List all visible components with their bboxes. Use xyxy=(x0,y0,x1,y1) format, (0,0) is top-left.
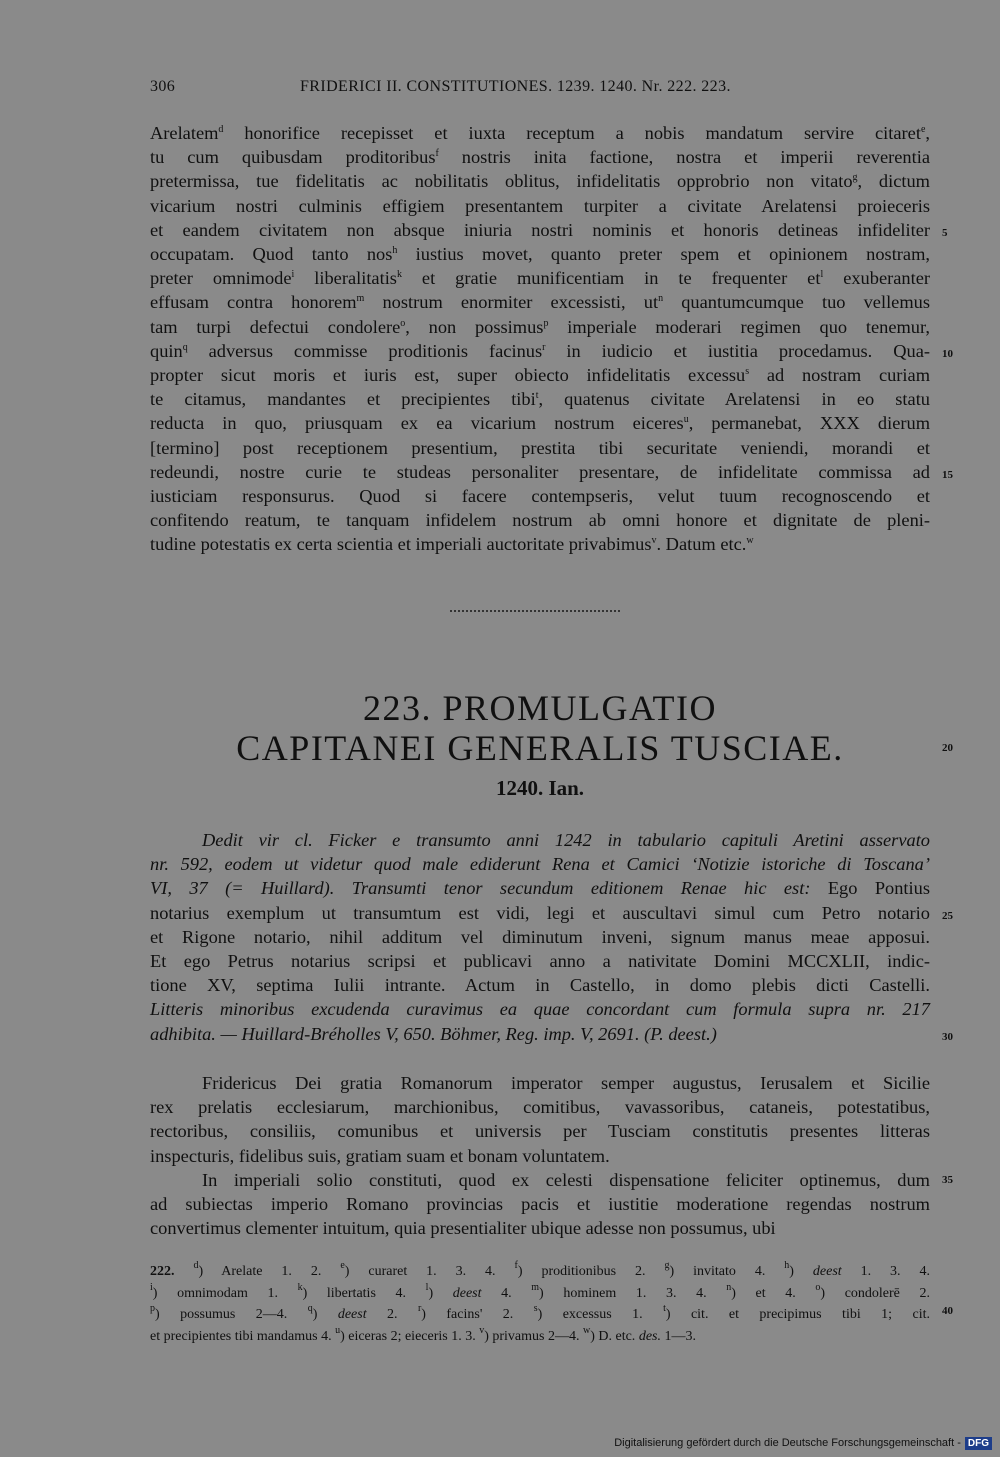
footer-credit: Digitalisierung gefördert durch die Deutsche Forschungsgemeinschaft - xyxy=(614,1437,961,1449)
text-line: convertimus clementer intuitum, quia presentialiter ubique adesse non possumus, ubi xyxy=(150,1218,776,1239)
line-number: 30 xyxy=(942,1031,953,1043)
intro-line: et Rigone notario, nihil additum vel diminutum inveni, signum manus meae apposui. xyxy=(150,926,930,947)
footnote-line: et precipientes tibi mandamus 4. $^u$) eiceras 2; eieceris 1. 3. $^v$) privamus 2—4. $^w$) D. etc. des. 1—3. xyxy=(150,1324,696,1344)
text-line: ad subiectas imperio Romano provincias pacis et iustitie moderatione regendas nostrum xyxy=(150,1194,930,1214)
line-number: 35 xyxy=(942,1174,953,1186)
text-line: In imperiali solio constituti, quod ex celesti dispensatione feliciter optinemus, dum xyxy=(202,1169,930,1190)
text-line: redeundi, nostre curie te studeas personaliter presentare, de infidelitate commissa ad xyxy=(150,461,930,482)
line-number: 5 xyxy=(942,227,948,239)
text-line: vicarium nostri culminis effigiem presentantem turpiter a civitate Arelatensi proieceris xyxy=(150,195,930,216)
intro-line: VI, 37 (= Huillard). Transumti tenor secundum editionem Renae hic est: Ego Pontius xyxy=(150,878,931,899)
intro-line: notarius exemplum ut transumtum est vidi, legi et auscultavi simul cum Petro notario xyxy=(150,902,930,923)
page-number: 306 xyxy=(150,78,176,95)
page-header xyxy=(150,78,790,102)
intro-line: Litteris minoribus excudenda curavimus ea quae concordant cum formula supra nr. 217 xyxy=(150,999,930,1020)
text-line: effusam contra honorem$^m$ nostrum enormiter excessisti, $ut^n$ quantumcumque tuo vellemus xyxy=(150,292,931,313)
footnote-line: $^i$) omnimodam 1. $^k$) libertatis 4. $^l$) deest 4. $^m$) hominem 1. 3. 4. $^n$) et 4. $^o$) condolerē 2. xyxy=(150,1281,931,1301)
text-line: iusticiam responsurus. Quod si facere contempseris, velut tuum recognoscendo et xyxy=(150,486,930,506)
intro-line: adhibita. — Huillard-Bréholles V, 650. Böhmer, Reg. imp. V, 2691. (P. deest.) xyxy=(150,1023,717,1044)
text-line: te citamus, mandantes et precipientes tibi$^t$, quatenus civitate Arelatensi in eo statu xyxy=(150,389,930,410)
footnote-line: 222. $^d$) Arelate 1. 2. $^e$) curaret 1. 3. 4. $^f$) proditionibus 2. $^g$) invitato 4. $^h$) deest 1. 3. 4. xyxy=(150,1260,930,1279)
intro-line: Et ego Petrus notarius scripsi et publicavi anno a nativitate Domini MCCXLII, indic- xyxy=(150,951,930,971)
running-title: FRIDERICI II. CONSTITUTIONES. 1239. 1240. Nr. 222. 223. xyxy=(300,78,731,95)
intro-line: Dedit vir cl. Ficker e transumto anni 1242 in tabulario capituli Aretini asservato xyxy=(202,830,930,850)
text-line: confitendo reatum, te tanquam infidelem nostrum ab omni honore et dignitate de pleni- xyxy=(150,510,930,531)
text-line: preter omnimode$^i$ liberalitatis$^k$ et gratie munificentiam in te frequenter $et^l$ exuberanter xyxy=(150,268,930,289)
text-line: propter sicut moris et iuris est, super obiecto infidelitatis excessu$^s$ ad nostram curiam xyxy=(150,365,930,385)
text-line: rex prelatis ecclesiarum, marchionibus, comitibus, vavassoribus, cataneis, potestatibus, xyxy=(150,1097,930,1118)
line-number: 10 xyxy=(942,348,953,360)
text-line: quin$^q$ adversus commisse proditionis facinus$^r$ in iudicio et iustitia procedamus. Qua- xyxy=(150,340,930,361)
separator-rule xyxy=(450,610,620,612)
document-title-line-2: CAPITANEI GENERALIS TUSCIAE. xyxy=(236,728,844,768)
document-date: 1240. Ian. xyxy=(495,776,585,800)
dfg-logo: DFG xyxy=(965,1437,992,1450)
text-line: tam turpi defectui condolere$^o$, non possimus$^p$ imperiale moderari regimen quo tenemur, xyxy=(150,316,930,337)
text-line: rectoribus, consiliis, comunibus et universis per Tusciam constitutis presentes litteras xyxy=(150,1121,930,1142)
intro-line: nr. 592, eodem ut videtur quod male ediderunt Rena et Camici ‘Notizie istoriche di Toscana’ xyxy=(150,854,930,875)
text-line: Fridericus Dei gratia Romanorum imperator semper augustus, Ierusalem et Sicilie xyxy=(202,1073,930,1093)
text-line: tudine potestatis ex certa scientia et imperiali auctoritate privabimus$^v$. Datum etc.$^w$ xyxy=(150,534,754,555)
footer xyxy=(614,1435,992,1451)
text-line: et eandem civitatem non absque iniuria nostri nominis et honoris detineas infideliter xyxy=(150,219,930,240)
intro-line: tione XV, septima Iulii intrante. Actum in Castello, in domo plebis dicti Castelli. xyxy=(150,975,930,996)
text-line: tu cum quibusdam proditoribus$^f$ nostris inita factione, nostra et imperii reverentia xyxy=(150,147,930,168)
text-line: inspecturis, fidelibus suis, gratiam suam et bonam voluntatem. xyxy=(150,1145,610,1166)
line-number: 15 xyxy=(942,469,953,481)
text-line: pretermissa, tue fidelitatis ac nobilitatis oblitus, infidelitatis opprobrio non vitato$^g$, dictum xyxy=(150,171,930,192)
text-line: Arelatem$^d$ honorifice recepisset et iuxta receptum a nobis mandatum servire citaret$^e$, xyxy=(150,123,930,143)
line-number: 25 xyxy=(942,910,953,922)
text-line: reducta in quo, priusquam ex ea vicarium nostrum eiceres$^u$, permanebat, XXX dierum xyxy=(150,413,930,434)
footnote-line: $^p$) possumus 2—4. $^q$) deest 2. $^r$) facins' 2. $^s$) excessus 1. $^t$) cit. et precipimus tibi 1; cit. xyxy=(150,1303,930,1322)
line-number: 40 xyxy=(942,1305,953,1317)
text-line: [termino] post receptionem presentium, prestita tibi securitate veniendi, morandi et xyxy=(150,437,930,458)
text-line: occupatam. Quod tanto nos$^h$ iustius movet, quanto preter spem et opinionem nostram, xyxy=(150,244,930,264)
document-title-line-1: 223. PROMULGATIO xyxy=(362,688,717,728)
line-number: 20 xyxy=(942,742,953,754)
